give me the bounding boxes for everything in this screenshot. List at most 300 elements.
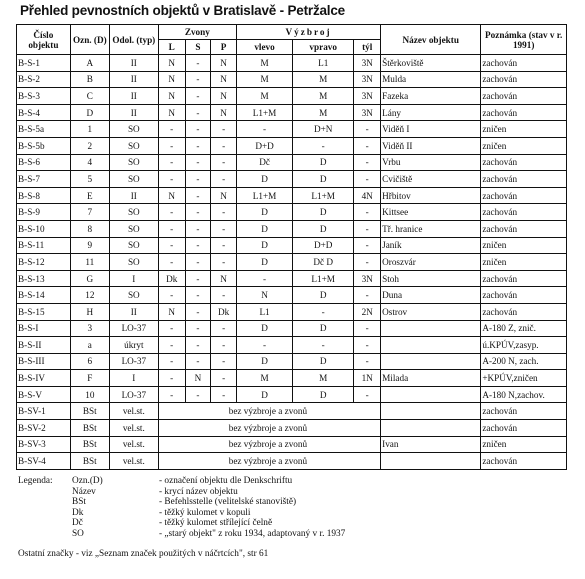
cell-cislo: B-S-11 bbox=[17, 237, 71, 254]
cell-odol: LO-37 bbox=[109, 386, 158, 403]
table-row bbox=[17, 237, 567, 254]
legend-abbr: SO bbox=[72, 528, 84, 539]
cell-ozn: a bbox=[70, 337, 109, 354]
legend-abbr: Název bbox=[72, 486, 96, 497]
table-row bbox=[17, 220, 567, 237]
cell-cislo: B-SV-3 bbox=[17, 436, 71, 453]
cell-vyzbroj-tyl: 3N bbox=[354, 71, 381, 88]
cell-note: bez výzbroje a zvonů bbox=[158, 403, 380, 420]
header-vyzbroj-tyl: týl bbox=[354, 40, 381, 55]
cell-vyzbroj-tyl: - bbox=[354, 171, 381, 188]
table-row bbox=[17, 137, 567, 154]
cell-vyzbroj-vpravo: D+N bbox=[293, 121, 354, 138]
cell-vyzbroj-vpravo: D bbox=[293, 204, 354, 221]
cell-cislo: B-S-II bbox=[17, 337, 71, 354]
cell-vyzbroj-vpravo: D bbox=[293, 154, 354, 171]
cell-vyzbroj-vlevo: M bbox=[236, 88, 292, 105]
cell-vyzbroj-vpravo: - bbox=[293, 137, 354, 154]
cell-vyzbroj-vlevo: D bbox=[236, 254, 292, 271]
cell-zvon-l: N bbox=[158, 104, 185, 121]
cell-vyzbroj-tyl: - bbox=[354, 121, 381, 138]
cell-zvon-l: - bbox=[158, 370, 185, 387]
legend-abbr: Ozn.(D) bbox=[72, 476, 103, 486]
cell-zvon-s: - bbox=[185, 204, 211, 221]
cell-ozn: 7 bbox=[70, 204, 109, 221]
cell-zvon-p: - bbox=[211, 171, 237, 188]
cell-vyzbroj-tyl: - bbox=[354, 254, 381, 271]
page-title: Přehled pevnostních objektů v Bratislavě - Petržalce bbox=[20, 3, 345, 18]
cell-poznamka: zničen bbox=[481, 436, 567, 453]
cell-nazev: Štěrkoviště bbox=[381, 55, 481, 72]
cell-vyzbroj-vpravo: - bbox=[293, 303, 354, 320]
cell-nazev bbox=[381, 353, 481, 370]
cell-nazev: Janík bbox=[381, 237, 481, 254]
cell-vyzbroj-tyl: - bbox=[354, 137, 381, 154]
cell-zvon-p: N bbox=[211, 55, 237, 72]
cell-zvon-s: - bbox=[185, 386, 211, 403]
cell-poznamka: zachován bbox=[481, 270, 567, 287]
cell-nazev: Vrbu bbox=[381, 154, 481, 171]
cell-zvon-p: Dk bbox=[211, 303, 237, 320]
cell-zvon-p: N bbox=[211, 71, 237, 88]
table-row bbox=[17, 370, 567, 387]
cell-zvon-p: - bbox=[211, 237, 237, 254]
cell-cislo: B-S-13 bbox=[17, 270, 71, 287]
cell-vyzbroj-tyl: - bbox=[354, 353, 381, 370]
cell-ozn: C bbox=[70, 88, 109, 105]
cell-vyzbroj-vpravo: Dč D bbox=[293, 254, 354, 271]
legend-desc: - krycí název objektu bbox=[159, 486, 238, 497]
cell-cislo: B-S-I bbox=[17, 320, 71, 337]
cell-nazev: Fazeka bbox=[381, 88, 481, 105]
table-row bbox=[17, 403, 567, 420]
cell-ozn: H bbox=[70, 303, 109, 320]
cell-vyzbroj-vpravo: D bbox=[293, 386, 354, 403]
cell-vyzbroj-vlevo: M bbox=[236, 55, 292, 72]
cell-zvon-l: - bbox=[158, 254, 185, 271]
cell-odol: SO bbox=[109, 121, 158, 138]
cell-zvon-l: Dk bbox=[158, 270, 185, 287]
cell-zvon-p: - bbox=[211, 254, 237, 271]
cell-ozn: 5 bbox=[70, 171, 109, 188]
table-row bbox=[17, 254, 567, 271]
table-row bbox=[17, 154, 567, 171]
cell-zvon-p: - bbox=[211, 320, 237, 337]
cell-ozn: 10 bbox=[70, 386, 109, 403]
cell-zvon-p: N bbox=[211, 187, 237, 204]
table-row bbox=[17, 104, 567, 121]
cell-vyzbroj-vlevo: D bbox=[236, 171, 292, 188]
cell-vyzbroj-vpravo: D bbox=[293, 171, 354, 188]
cell-odol: vel.st. bbox=[109, 436, 158, 453]
cell-note: bez výzbroje a zvonů bbox=[158, 420, 380, 437]
cell-zvon-s: - bbox=[185, 154, 211, 171]
cell-vyzbroj-vlevo: D+D bbox=[236, 137, 292, 154]
cell-poznamka: +KPÚV,zničen bbox=[481, 370, 567, 387]
cell-ozn: F bbox=[70, 370, 109, 387]
cell-zvon-s: - bbox=[185, 137, 211, 154]
cell-vyzbroj-vlevo: D bbox=[236, 237, 292, 254]
cell-vyzbroj-tyl: 3N bbox=[354, 55, 381, 72]
cell-nazev: Viděň II bbox=[381, 137, 481, 154]
cell-vyzbroj-vpravo: - bbox=[293, 337, 354, 354]
cell-poznamka: zachován bbox=[481, 287, 567, 304]
cell-cislo: B-S-12 bbox=[17, 254, 71, 271]
cell-odol: SO bbox=[109, 204, 158, 221]
cell-vyzbroj-tyl: 2N bbox=[354, 303, 381, 320]
header-ozn: Ozn. (D) bbox=[70, 25, 109, 55]
cell-odol: SO bbox=[109, 137, 158, 154]
cell-zvon-s: - bbox=[185, 237, 211, 254]
cell-zvon-s: - bbox=[185, 337, 211, 354]
cell-zvon-p: - bbox=[211, 204, 237, 221]
cell-nazev: Cvičiště bbox=[381, 171, 481, 188]
header-zvony-l: L bbox=[158, 40, 185, 55]
cell-vyzbroj-vlevo: Dč bbox=[236, 154, 292, 171]
cell-zvon-l: - bbox=[158, 171, 185, 188]
cell-zvon-p: - bbox=[211, 370, 237, 387]
cell-vyzbroj-vlevo: - bbox=[236, 270, 292, 287]
cell-zvon-s: - bbox=[185, 187, 211, 204]
cell-nazev bbox=[381, 320, 481, 337]
cell-cislo: B-S-III bbox=[17, 353, 71, 370]
cell-poznamka: A-200 N, zach. bbox=[481, 353, 567, 370]
cell-cislo: B-S-5b bbox=[17, 137, 71, 154]
cell-poznamka: zachován bbox=[481, 88, 567, 105]
legend-desc: - těžký kulomet v kopuli bbox=[159, 507, 251, 518]
cell-vyzbroj-vlevo: D bbox=[236, 220, 292, 237]
cell-zvon-l: - bbox=[158, 337, 185, 354]
cell-cislo: B-S-IV bbox=[17, 370, 71, 387]
cell-poznamka: zničen bbox=[481, 137, 567, 154]
cell-cislo: B-S-9 bbox=[17, 204, 71, 221]
table-row bbox=[17, 187, 567, 204]
cell-odol: I bbox=[109, 370, 158, 387]
cell-odol: II bbox=[109, 104, 158, 121]
cell-vyzbroj-vlevo: N bbox=[236, 287, 292, 304]
cell-zvon-s: - bbox=[185, 104, 211, 121]
cell-poznamka: ú.KPÚV,zasyp. bbox=[481, 337, 567, 354]
cell-zvon-l: N bbox=[158, 55, 185, 72]
cell-zvon-l: N bbox=[158, 303, 185, 320]
cell-vyzbroj-vpravo: D bbox=[293, 320, 354, 337]
table-row bbox=[17, 303, 567, 320]
cell-poznamka: zachován bbox=[481, 104, 567, 121]
cell-nazev: Oroszvár bbox=[381, 254, 481, 271]
cell-nazev: Lány bbox=[381, 104, 481, 121]
cell-vyzbroj-vlevo: M bbox=[236, 71, 292, 88]
cell-nazev bbox=[381, 337, 481, 354]
cell-cislo: B-S-14 bbox=[17, 287, 71, 304]
table-row bbox=[17, 270, 567, 287]
header-zvony-s: S bbox=[185, 40, 211, 55]
cell-zvon-p: N bbox=[211, 104, 237, 121]
cell-vyzbroj-tyl: - bbox=[354, 337, 381, 354]
cell-odol: SO bbox=[109, 237, 158, 254]
cell-poznamka: zachován bbox=[481, 71, 567, 88]
cell-cislo: B-SV-4 bbox=[17, 453, 71, 470]
cell-odol: II bbox=[109, 303, 158, 320]
cell-vyzbroj-tyl: 1N bbox=[354, 370, 381, 387]
cell-zvon-l: - bbox=[158, 220, 185, 237]
cell-vyzbroj-vpravo: M bbox=[293, 88, 354, 105]
cell-poznamka: zachován bbox=[481, 171, 567, 188]
cell-odol: II bbox=[109, 88, 158, 105]
cell-odol: LO-37 bbox=[109, 353, 158, 370]
cell-zvon-l: - bbox=[158, 320, 185, 337]
header-poznamka: Poznámka (stav v r. 1991) bbox=[481, 25, 567, 55]
cell-zvon-p: - bbox=[211, 353, 237, 370]
cell-nazev: Ivan bbox=[381, 436, 481, 453]
cell-ozn: BSt bbox=[70, 403, 109, 420]
cell-odol: SO bbox=[109, 154, 158, 171]
cell-zvon-p: N bbox=[211, 88, 237, 105]
cell-vyzbroj-tyl: 4N bbox=[354, 187, 381, 204]
cell-odol: úkryt bbox=[109, 337, 158, 354]
fortification-table bbox=[16, 24, 567, 470]
cell-zvon-l: - bbox=[158, 386, 185, 403]
header-zvony: Zvony bbox=[158, 25, 236, 40]
cell-zvon-s: - bbox=[185, 320, 211, 337]
header-vyzbroj: Výzbroj bbox=[236, 25, 380, 40]
table-row bbox=[17, 386, 567, 403]
cell-nazev: Mulda bbox=[381, 71, 481, 88]
legend-label: Legenda: bbox=[18, 476, 53, 486]
other-symbols-note: Ostatní značky - viz „Seznam značek použitých v náčrtcích", str 61 bbox=[18, 549, 269, 559]
cell-cislo: B-S-5a bbox=[17, 121, 71, 138]
cell-vyzbroj-vlevo: D bbox=[236, 353, 292, 370]
cell-poznamka: zničen bbox=[481, 254, 567, 271]
cell-cislo: B-S-15 bbox=[17, 303, 71, 320]
cell-vyzbroj-tyl: 3N bbox=[354, 88, 381, 105]
cell-nazev: Stoh bbox=[381, 270, 481, 287]
header-cislo: Číslo objektu bbox=[17, 25, 71, 55]
cell-vyzbroj-vlevo: L1 bbox=[236, 303, 292, 320]
cell-note: bez výzbroje a zvonů bbox=[158, 453, 380, 470]
cell-odol: vel.st. bbox=[109, 403, 158, 420]
cell-poznamka: zachován bbox=[481, 154, 567, 171]
cell-ozn: E bbox=[70, 187, 109, 204]
cell-zvon-l: - bbox=[158, 154, 185, 171]
cell-note: bez výzbroje a zvonů bbox=[158, 436, 380, 453]
cell-vyzbroj-vpravo: D bbox=[293, 287, 354, 304]
cell-poznamka: zničen bbox=[481, 121, 567, 138]
cell-odol: vel.st. bbox=[109, 420, 158, 437]
cell-vyzbroj-vlevo: M bbox=[236, 370, 292, 387]
cell-vyzbroj-vpravo: L1 bbox=[293, 55, 354, 72]
cell-poznamka: zachován bbox=[481, 403, 567, 420]
table-row bbox=[17, 353, 567, 370]
cell-poznamka: zachován bbox=[481, 55, 567, 72]
cell-poznamka: zachován bbox=[481, 204, 567, 221]
cell-zvon-s: N bbox=[185, 370, 211, 387]
cell-zvon-s: - bbox=[185, 270, 211, 287]
table-row bbox=[17, 121, 567, 138]
cell-vyzbroj-vlevo: - bbox=[236, 337, 292, 354]
cell-zvon-p: - bbox=[211, 287, 237, 304]
table-row bbox=[17, 55, 567, 72]
cell-vyzbroj-tyl: - bbox=[354, 237, 381, 254]
cell-ozn: 11 bbox=[70, 254, 109, 271]
legend-abbr: Dč bbox=[72, 518, 83, 529]
cell-vyzbroj-vpravo: D+D bbox=[293, 237, 354, 254]
cell-vyzbroj-vlevo: D bbox=[236, 320, 292, 337]
cell-vyzbroj-tyl: - bbox=[354, 386, 381, 403]
header-odol: Odol. (typ) bbox=[109, 25, 158, 55]
legend-desc: - těžký kulomet střílející čelně bbox=[159, 518, 273, 529]
cell-poznamka: zničen bbox=[481, 237, 567, 254]
cell-ozn: 12 bbox=[70, 287, 109, 304]
cell-ozn: 2 bbox=[70, 137, 109, 154]
cell-ozn: 8 bbox=[70, 220, 109, 237]
cell-ozn: 6 bbox=[70, 353, 109, 370]
cell-zvon-p: - bbox=[211, 220, 237, 237]
cell-cislo: B-S-10 bbox=[17, 220, 71, 237]
cell-vyzbroj-vlevo: - bbox=[236, 121, 292, 138]
cell-cislo: B-S-4 bbox=[17, 104, 71, 121]
cell-zvon-s: - bbox=[185, 254, 211, 271]
cell-zvon-s: - bbox=[185, 303, 211, 320]
cell-ozn: 9 bbox=[70, 237, 109, 254]
cell-poznamka: zachován bbox=[481, 220, 567, 237]
cell-nazev: Ostrov bbox=[381, 303, 481, 320]
cell-zvon-s: - bbox=[185, 353, 211, 370]
table-row bbox=[17, 337, 567, 354]
cell-nazev bbox=[381, 403, 481, 420]
cell-cislo: B-S-V bbox=[17, 386, 71, 403]
cell-vyzbroj-vlevo: L1+M bbox=[236, 187, 292, 204]
table-row bbox=[17, 436, 567, 453]
table-row bbox=[17, 453, 567, 470]
cell-zvon-l: - bbox=[158, 137, 185, 154]
cell-odol: I bbox=[109, 270, 158, 287]
cell-ozn: BSt bbox=[70, 436, 109, 453]
cell-odol: II bbox=[109, 187, 158, 204]
cell-cislo: B-S-8 bbox=[17, 187, 71, 204]
cell-zvon-l: - bbox=[158, 353, 185, 370]
cell-zvon-p: - bbox=[211, 154, 237, 171]
cell-cislo: B-S-2 bbox=[17, 71, 71, 88]
cell-poznamka: zachován bbox=[481, 420, 567, 437]
cell-zvon-s: - bbox=[185, 220, 211, 237]
cell-vyzbroj-vpravo: D bbox=[293, 220, 354, 237]
cell-nazev: Hřbitov bbox=[381, 187, 481, 204]
cell-vyzbroj-tyl: - bbox=[354, 220, 381, 237]
legend-abbr: BSt bbox=[72, 497, 86, 508]
cell-vyzbroj-vpravo: M bbox=[293, 370, 354, 387]
cell-zvon-l: - bbox=[158, 237, 185, 254]
cell-zvon-l: N bbox=[158, 187, 185, 204]
legend-desc: - Befehlsstelle (velitelské stanoviště) bbox=[159, 497, 297, 508]
cell-zvon-l: N bbox=[158, 88, 185, 105]
cell-zvon-l: N bbox=[158, 71, 185, 88]
cell-vyzbroj-tyl: 3N bbox=[354, 104, 381, 121]
cell-zvon-p: - bbox=[211, 121, 237, 138]
cell-nazev: Viděň I bbox=[381, 121, 481, 138]
cell-vyzbroj-vpravo: M bbox=[293, 104, 354, 121]
cell-nazev bbox=[381, 420, 481, 437]
table-row bbox=[17, 420, 567, 437]
cell-zvon-s: - bbox=[185, 88, 211, 105]
cell-poznamka: zachován bbox=[481, 453, 567, 470]
cell-vyzbroj-vpravo: D bbox=[293, 353, 354, 370]
cell-zvon-s: - bbox=[185, 71, 211, 88]
cell-zvon-p: N bbox=[211, 270, 237, 287]
table-row bbox=[17, 204, 567, 221]
header-nazev: Název objektu bbox=[381, 25, 481, 55]
cell-ozn: 4 bbox=[70, 154, 109, 171]
cell-poznamka: A-180 Z, znič. bbox=[481, 320, 567, 337]
cell-ozn: G bbox=[70, 270, 109, 287]
cell-zvon-p: - bbox=[211, 137, 237, 154]
legend-desc: - označení objektu dle Denkschriftu bbox=[159, 476, 293, 486]
cell-ozn: A bbox=[70, 55, 109, 72]
cell-poznamka: zachován bbox=[481, 187, 567, 204]
cell-poznamka: zachován bbox=[481, 303, 567, 320]
cell-zvon-s: - bbox=[185, 287, 211, 304]
table-row bbox=[17, 320, 567, 337]
cell-zvon-l: - bbox=[158, 121, 185, 138]
cell-odol: SO bbox=[109, 220, 158, 237]
cell-ozn: BSt bbox=[70, 453, 109, 470]
cell-ozn: 3 bbox=[70, 320, 109, 337]
header-zvony-p: P bbox=[211, 40, 237, 55]
cell-vyzbroj-tyl: - bbox=[354, 320, 381, 337]
cell-zvon-p: - bbox=[211, 337, 237, 354]
cell-nazev: Milada bbox=[381, 370, 481, 387]
cell-zvon-l: - bbox=[158, 204, 185, 221]
cell-vyzbroj-tyl: 3N bbox=[354, 270, 381, 287]
cell-ozn: B bbox=[70, 71, 109, 88]
cell-cislo: B-S-3 bbox=[17, 88, 71, 105]
cell-vyzbroj-vpravo: L1+M bbox=[293, 270, 354, 287]
cell-cislo: B-S-1 bbox=[17, 55, 71, 72]
cell-nazev bbox=[381, 453, 481, 470]
cell-vyzbroj-vpravo: M bbox=[293, 71, 354, 88]
cell-vyzbroj-vlevo: D bbox=[236, 386, 292, 403]
cell-odol: LO-37 bbox=[109, 320, 158, 337]
cell-vyzbroj-vlevo: L1+M bbox=[236, 104, 292, 121]
cell-vyzbroj-tyl: - bbox=[354, 204, 381, 221]
cell-nazev: Duna bbox=[381, 287, 481, 304]
table-row bbox=[17, 171, 567, 188]
table-row bbox=[17, 71, 567, 88]
cell-cislo: B-SV-2 bbox=[17, 420, 71, 437]
cell-nazev: Kittsee bbox=[381, 204, 481, 221]
cell-poznamka: A-180 N,zachov. bbox=[481, 386, 567, 403]
cell-ozn: BSt bbox=[70, 420, 109, 437]
cell-vyzbroj-vpravo: L1+M bbox=[293, 187, 354, 204]
cell-nazev bbox=[381, 386, 481, 403]
cell-odol: II bbox=[109, 55, 158, 72]
legend-abbr: Dk bbox=[72, 507, 84, 518]
legend-desc: - „starý objekt" z roku 1934, adaptovaný v r. 1937 bbox=[159, 528, 346, 539]
cell-odol: SO bbox=[109, 287, 158, 304]
cell-cislo: B-SV-1 bbox=[17, 403, 71, 420]
cell-zvon-p: - bbox=[211, 386, 237, 403]
header-vyzbroj-vpravo: vpravo bbox=[293, 40, 354, 55]
table-row bbox=[17, 88, 567, 105]
cell-vyzbroj-vlevo: D bbox=[236, 204, 292, 221]
cell-nazev: Tř. hranice bbox=[381, 220, 481, 237]
cell-zvon-s: - bbox=[185, 55, 211, 72]
cell-odol: SO bbox=[109, 171, 158, 188]
cell-vyzbroj-tyl: - bbox=[354, 154, 381, 171]
header-vyzbroj-vlevo: vlevo bbox=[236, 40, 292, 55]
cell-zvon-s: - bbox=[185, 121, 211, 138]
cell-odol: vel.st. bbox=[109, 453, 158, 470]
cell-cislo: B-S-7 bbox=[17, 171, 71, 188]
